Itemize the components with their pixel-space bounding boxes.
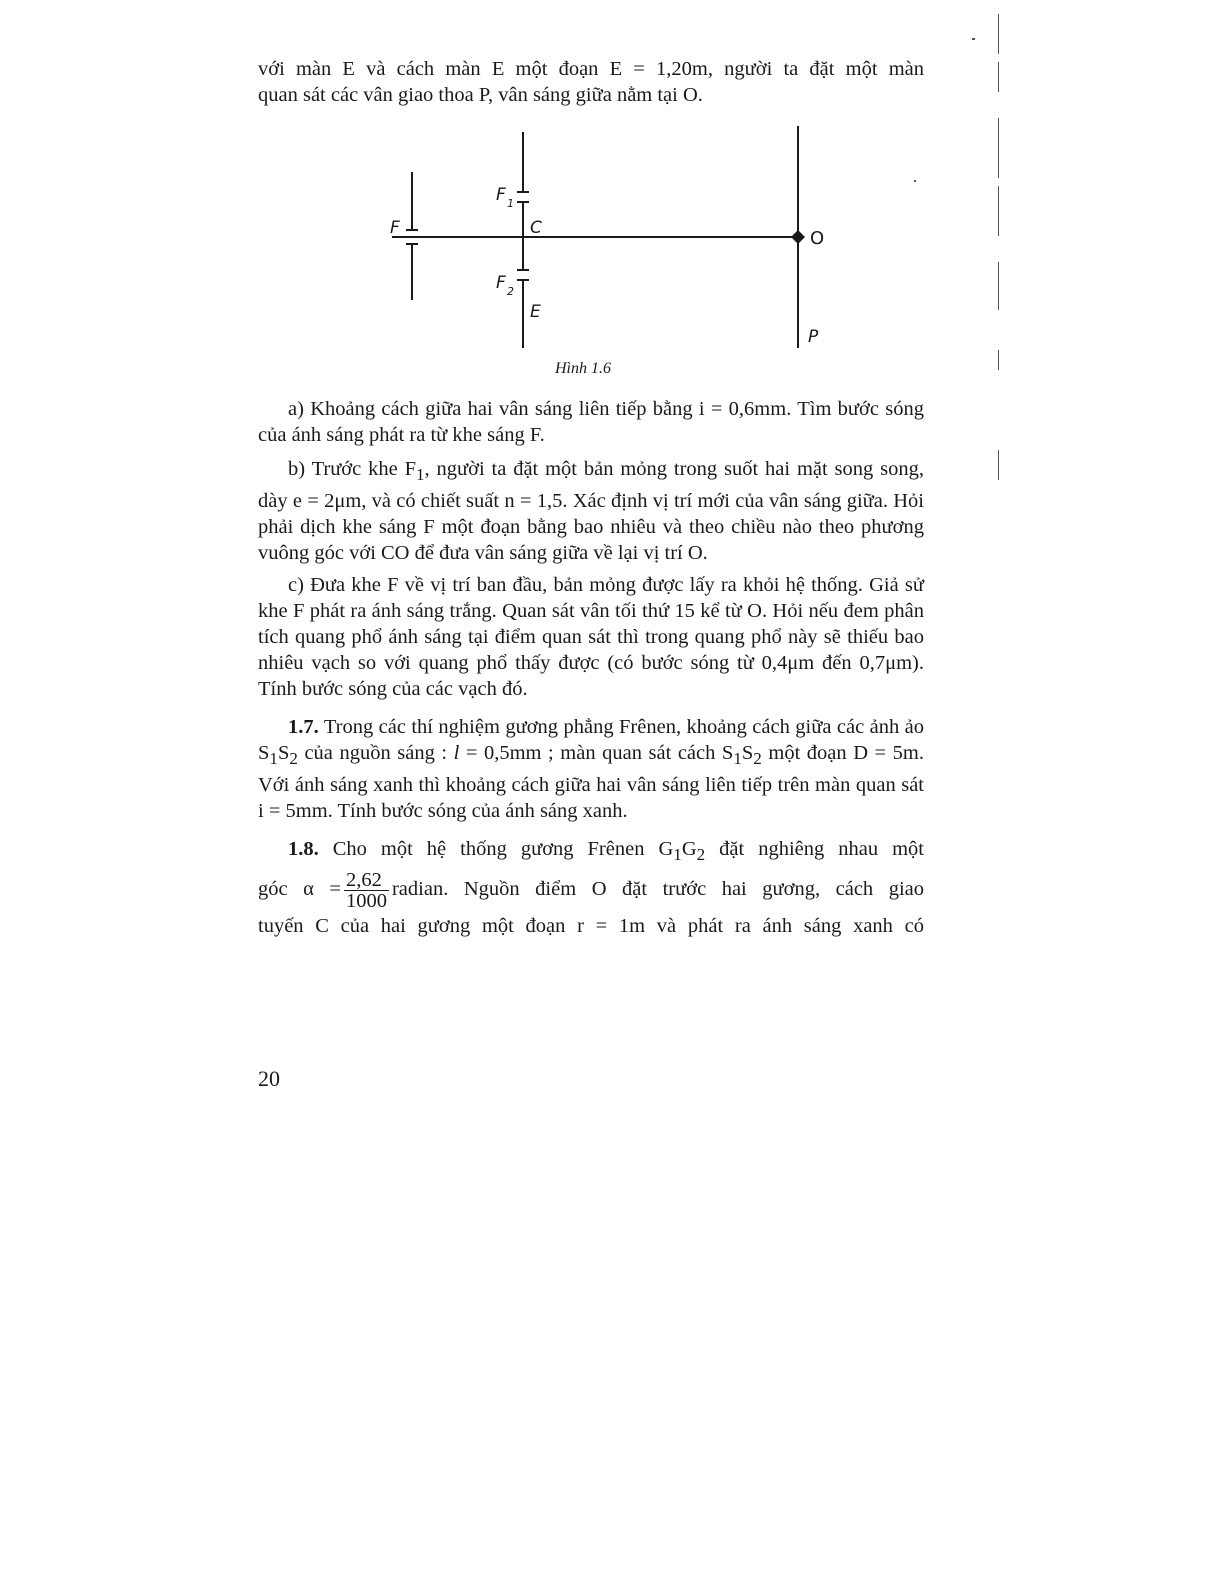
problem-1-7-number: 1.7. bbox=[288, 716, 319, 739]
problem-1-7-sub-2: 2 bbox=[289, 749, 298, 769]
part-a: a) Khoảng cách giữa hai vân sáng liên tiếp bằng i = 0,6mm. Tìm bước sóng của ánh sáng phát ra từ khe sáng F. bbox=[258, 398, 924, 446]
intro-line-2: quan sát các vân giao thoa P, vân sáng giữa nằm tại O. bbox=[258, 84, 703, 106]
angle-fraction bbox=[344, 870, 389, 911]
problem-1-7-sub-1: 1 bbox=[269, 749, 278, 769]
problem-1-8-last-line: tuyến C của hai gương một đoạn r = 1m và phát ra ánh sáng xanh có bbox=[258, 915, 924, 938]
label-f1-sub: 1 bbox=[507, 197, 514, 210]
scan-mark bbox=[998, 350, 999, 370]
label-o: O bbox=[810, 228, 825, 249]
scan-mark bbox=[998, 186, 999, 236]
label-e: E bbox=[530, 302, 541, 322]
interference-diagram bbox=[370, 120, 850, 360]
part-b-sub: 1 bbox=[415, 465, 425, 485]
body-text bbox=[258, 396, 924, 939]
scan-mark bbox=[998, 262, 999, 310]
scan-mark bbox=[998, 62, 999, 92]
part-b bbox=[258, 456, 924, 566]
problem-1-7-sub-3: 1 bbox=[733, 749, 742, 769]
part-c: c) Đưa khe F về vị trí ban đầu, bản mỏng được lấy ra khỏi hệ thống. Giả sử khe F phát ra ánh sáng trắng. Quan sát vân tối thứ 15 kể từ O. Hỏi nếu đem phân tích quang phổ ánh sáng tại điểm quan sát thì trong quang phổ này sẽ thiếu bao nhiêu vạch so với quang phổ thấy được (có bước sóng từ 0,4μm đến 0,7μm). Tính bước sóng của các vạch đó. bbox=[258, 574, 924, 701]
label-f1: F bbox=[496, 185, 506, 205]
angle-prefix: góc α = bbox=[258, 878, 341, 901]
fraction-denominator: 1000 bbox=[345, 890, 387, 913]
label-f2-sub: 2 bbox=[507, 285, 514, 298]
angle-suffix: radian. Nguồn điểm O đặt trước hai gương, cách giao bbox=[391, 878, 924, 901]
problem-1-7-l-symbol: l bbox=[453, 742, 460, 765]
scan-mark bbox=[998, 450, 999, 480]
problem-1-8-sub-2: 2 bbox=[696, 845, 706, 865]
part-b-pre: b) Trước khe F bbox=[288, 458, 416, 480]
problem-1-7-text-5: S bbox=[741, 742, 754, 765]
point-o-marker bbox=[791, 230, 805, 244]
part-b-post: , người ta đặt một bản mỏng trong suốt hai mặt song song, dày e = 2μm, và có chiết suất n = 1,5. Xác định vị trí mới của vân sáng giữa. Hỏi phải dịch khe sáng F một đoạn bằng bao nhiêu và theo chiều nào theo phương vuông góc với CO để đưa vân sáng giữa về lại vị trí O. bbox=[258, 458, 925, 565]
problem-1-8-line-1 bbox=[258, 836, 924, 868]
problem-1-8-angle-line bbox=[258, 870, 924, 911]
problem-1-7-text-3: của nguồn sáng : bbox=[297, 742, 454, 765]
label-f: F bbox=[390, 218, 400, 238]
intro-line-1: với màn E và cách màn E một đoạn E = 1,20m, người ta đặt một màn bbox=[258, 58, 924, 80]
problem-1-8-text-3: đặt nghiêng nhau một bbox=[705, 838, 924, 861]
fraction-numerator: 2,62 bbox=[344, 870, 389, 891]
problem-1-7-text-1: Trong các thí nghiệm gương phẳng Frênen, khoảng cách giữa các ảnh ảo S bbox=[258, 716, 924, 765]
scan-mark bbox=[914, 180, 916, 182]
problem-1-8-text-2: G bbox=[681, 838, 697, 861]
problem-1-7-text-2: S bbox=[277, 742, 290, 765]
problem-1-7 bbox=[258, 714, 924, 824]
scan-mark bbox=[998, 14, 999, 54]
scan-mark bbox=[998, 118, 999, 178]
problem-1-7-text-6: một đoạn D = 5m. Với ánh sáng xanh thì khoảng cách giữa hai vân sáng liên tiếp trên màn quan sát i = 5mm. Tính bước sóng của ánh sáng xanh. bbox=[258, 742, 924, 823]
page-number: 20 bbox=[258, 1066, 280, 1091]
label-f2: F bbox=[496, 273, 506, 293]
scan-mark bbox=[972, 38, 975, 40]
problem-1-8-number: 1.8. bbox=[288, 838, 319, 861]
label-c: C bbox=[530, 218, 542, 238]
problem-1-8-text-1: Cho một hệ thống gương Frênen G bbox=[318, 838, 674, 861]
intro-text bbox=[258, 56, 924, 108]
problem-1-7-sub-4: 2 bbox=[753, 749, 762, 769]
problem-1-8-sub-1: 1 bbox=[673, 845, 682, 865]
problem-1-7-text-4: = 0,5mm ; màn quan sát cách S bbox=[459, 742, 734, 765]
label-p: P bbox=[808, 327, 819, 347]
figure-caption: Hình 1.6 bbox=[555, 360, 611, 377]
